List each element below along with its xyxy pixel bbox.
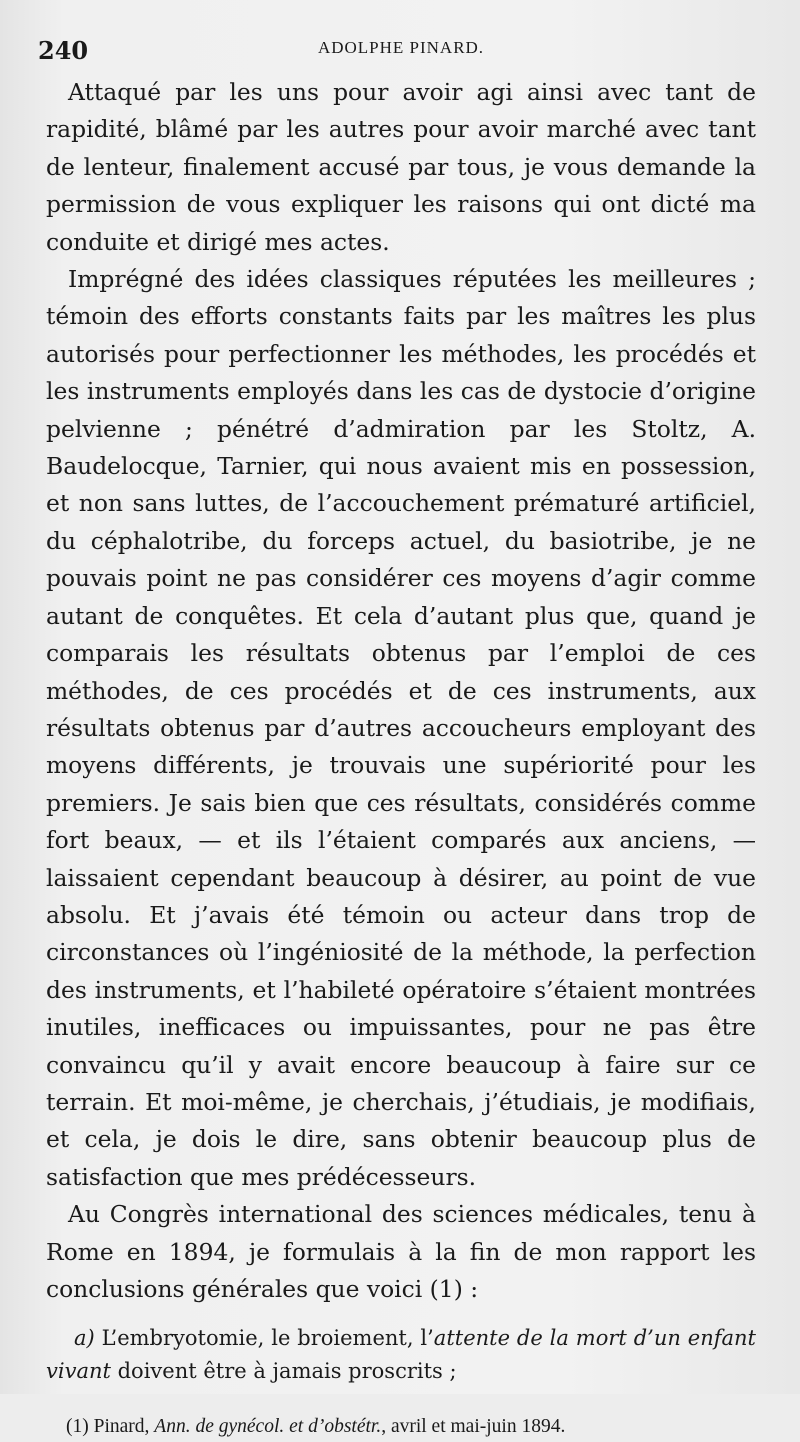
body-text <box>46 74 756 1308</box>
conclusion-text-after: doivent être à jamais proscrits ; <box>110 1359 457 1384</box>
running-head: ADOLPHE PINARD. <box>317 38 485 57</box>
footnote-author: Pinard, <box>93 1416 150 1438</box>
paragraph-2: Imprégné des idées classiques réputées les meilleures ; témoin des efforts constants faits par les maîtres les plus autorisés pour perfectionner les méthodes, les procédés et les instruments employés dans les cas de dystocie d’origine pelvienne ; pénétré d’admiration par les Stoltz, A. Baudelocque, Tarnier, qui nous avaient mis en possession, et non sans luttes, de l’accouchement prématuré artificiel, du céphalotribe, du forceps actuel, du basiotribe, je ne pouvais point ne pas considérer ces moyens d’agir comme autant de conquêtes. Et cela d’autant plus que, quand je comparais les résultats obtenus par l’emploi de ces méthodes, de ces procédés et de ces instruments, aux résultats obtenus par d’autres accoucheurs employant des moyens différents, je trouvais une supériorité pour les premiers. Je sais bien que ces résultats, considérés comme fort beaux, — et ils l’étaient comparés aux anciens, — laissaient cependant beaucoup à désirer, au point de vue absolu. Et j’avais été témoin ou acteur dans trop de circonstances où l’ingéniosité de la méthode, la perfection des instruments, et l’habileté opératoire s’étaient montrées inutiles, inefficaces ou impuissantes, pour ne pas être convaincu qu’il y avait encore beaucoup à faire sur ce terrain. Et moi-même, je cherchais, j’étudiais, je modifiais, et cela, je dois le dire, sans obtenir beaucoup plus de satisfaction que mes prédécesseurs. <box>46 265 756 1191</box>
conclusion-a <box>46 1322 756 1388</box>
page-number: 240 <box>38 36 89 65</box>
footnote <box>46 1412 756 1442</box>
conclusion-label: a) <box>74 1326 95 1351</box>
conclusion-text-before: L’embryotomie, le broiement, l’ <box>101 1326 434 1351</box>
conclusion-italic: attente de la mort d’un enfant vivant <box>46 1326 756 1384</box>
paragraph-1: Attaqué par les uns pour avoir agi ainsi avec tant de rapidité, blâmé par les autres pour avoir marché avec tant de lenteur, finalement accusé par tous, je vous demande la permission de vous expliquer les raisons qui ont dicté ma conduite et dirigé mes actes. <box>46 78 756 256</box>
footnote-date: , avril et mai-juin 1894. <box>381 1416 566 1438</box>
paragraph-3: Au Congrès international des sciences médicales, tenu à Rome en 1894, je formulais à la fin de mon rapport les conclusions générales que voici (1) : <box>46 1200 756 1303</box>
footnote-marker: (1) <box>66 1416 89 1438</box>
footnote-journal: Ann. de gynécol. et d’obstétr. <box>154 1416 382 1438</box>
page-header <box>38 34 756 74</box>
